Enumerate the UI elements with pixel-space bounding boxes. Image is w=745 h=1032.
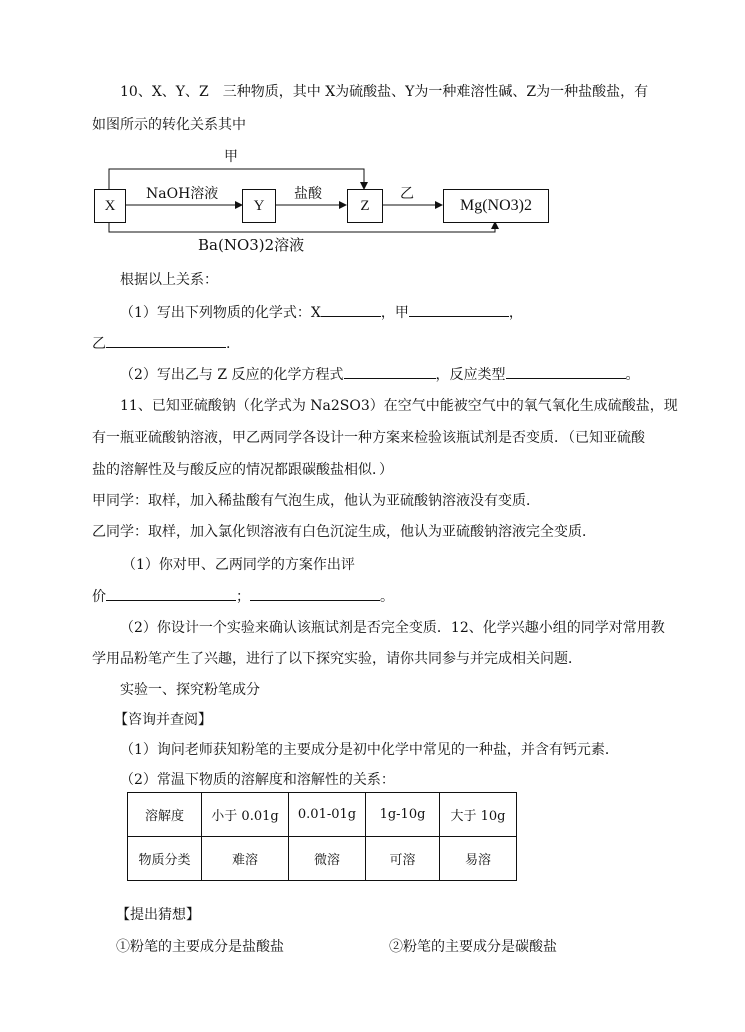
q10-intro-line2: 如图所示的转化关系其中	[92, 117, 246, 133]
solubility-table	[127, 792, 517, 881]
q10-part1-jia: ，甲	[380, 305, 409, 321]
arrow-x-to-product-ba	[109, 222, 495, 232]
label-naoh: NaOH溶液	[146, 186, 219, 202]
box-product	[443, 189, 549, 223]
blank-equation[interactable]	[344, 364, 436, 379]
q12-consult: 【咨询并查阅】	[114, 712, 212, 728]
table-cell: 小于 0.01g	[202, 793, 289, 837]
q11-line1: 11、已知亚硫酸钠（化学式为 Na2SO3）在空气中能被空气中的氧气氧化生成硫酸盐，现	[120, 398, 678, 414]
q10-based-on: 根据以上关系：	[120, 272, 218, 288]
q10-part2-end: 。	[625, 367, 640, 383]
table-cell: 易溶	[440, 837, 517, 881]
q12-c1: （1）询问老师获知粉笔的主要成分是初中化学中常见的一种盐，并含有钙元素．	[120, 742, 619, 758]
q10-part2-mid: ，反应类型	[435, 367, 506, 383]
label-bano3: Ba(NO3)2溶液	[198, 236, 305, 254]
q10-intro-line1: 10、X、Y、Z 三种物质，其中 X为硫酸盐、Y为一种难溶性碱、Z为一种盐酸盐，有	[120, 84, 649, 100]
table-cell: 微溶	[289, 837, 366, 881]
q11-part1-prefix: 价	[92, 589, 106, 605]
blank-eval-jia[interactable]	[106, 586, 236, 601]
q11-part1-mid: ；	[236, 589, 250, 605]
q10-part1-line2	[92, 333, 230, 354]
blank-yi[interactable]	[106, 333, 226, 348]
table-cell: 物质分类	[128, 837, 202, 881]
box-x: X	[94, 189, 126, 223]
table-row	[128, 837, 517, 881]
diagram-arrows	[0, 0, 745, 270]
q11-yi: 乙同学：取样，加入氯化钡溶液有白色沉淀生成，他认为亚硫酸钠溶液完全变质．	[92, 524, 596, 540]
q12-exp1: 实验一、探究粉笔成分	[120, 682, 260, 698]
q12-guess2: ②粉笔的主要成分是碳酸盐	[389, 939, 557, 955]
q11-part2-line2: 学用品粉笔产生了兴趣，进行了以下探究实验，请你共同参与并完成相关问题．	[92, 651, 582, 667]
blank-x[interactable]	[321, 302, 381, 317]
label-yi: 乙	[400, 186, 414, 202]
q10-part1-yi: 乙	[92, 336, 106, 352]
table-cell: 大于 10g	[440, 793, 517, 837]
q10-part1-line	[120, 302, 523, 323]
q10-part1-end: ，	[508, 305, 523, 321]
table-cell: 可溶	[366, 837, 440, 881]
q11-part2-line1: （2）你设计一个实验来确认该瓶试剂是否完全变质．12、化学兴趣小组的同学对常用教	[120, 620, 665, 636]
box-z: Z	[347, 189, 383, 223]
q11-part1-end: 。	[380, 589, 394, 605]
label-jia: 甲	[224, 149, 238, 165]
q12-guess-title: 【提出猜想】	[116, 907, 200, 923]
table-cell: 溶解度	[128, 793, 202, 837]
q11-part1-line2	[92, 586, 394, 607]
blank-reaction-type[interactable]	[506, 364, 626, 379]
blank-eval-yi[interactable]	[250, 586, 380, 601]
q11-jia: 甲同学：取样，加入稀盐酸有气泡生成，他认为亚硫酸钠溶液没有变质．	[92, 493, 540, 509]
q10-part1-prefix: （1）写出下列物质的化学式：X	[120, 305, 321, 321]
q11-line2: 有一瓶亚硫酸钠溶液，甲乙两同学各设计一种方案来检验该瓶试剂是否变质．（已知亚硫酸	[92, 430, 645, 446]
q11-part1: （1）你对甲、乙两同学的方案作出评	[122, 557, 355, 573]
table-row	[128, 793, 517, 837]
q10-part1-period: .	[226, 336, 231, 352]
box-y: Y	[242, 189, 276, 223]
table-cell: 1g-10g	[366, 793, 440, 837]
label-hcl: 盐酸	[294, 186, 322, 202]
q10-part2-prefix: （2）写出乙与 Z 反应的化学方程式	[120, 367, 344, 383]
table-cell: 难溶	[202, 837, 289, 881]
q12-c2: （2）常温下物质的溶解度和溶解性的关系：	[120, 772, 395, 788]
q12-guess1: ①粉笔的主要成分是盐酸盐	[116, 939, 284, 955]
blank-jia[interactable]	[409, 302, 509, 317]
table-cell: 0.01-01g	[289, 793, 366, 837]
q11-line3: 盐的溶解性及与酸反应的情况都跟碳酸盐相似．）	[92, 462, 393, 478]
q10-part2-line	[120, 364, 640, 385]
box-product-label: Mg(NO3)2	[460, 197, 532, 214]
